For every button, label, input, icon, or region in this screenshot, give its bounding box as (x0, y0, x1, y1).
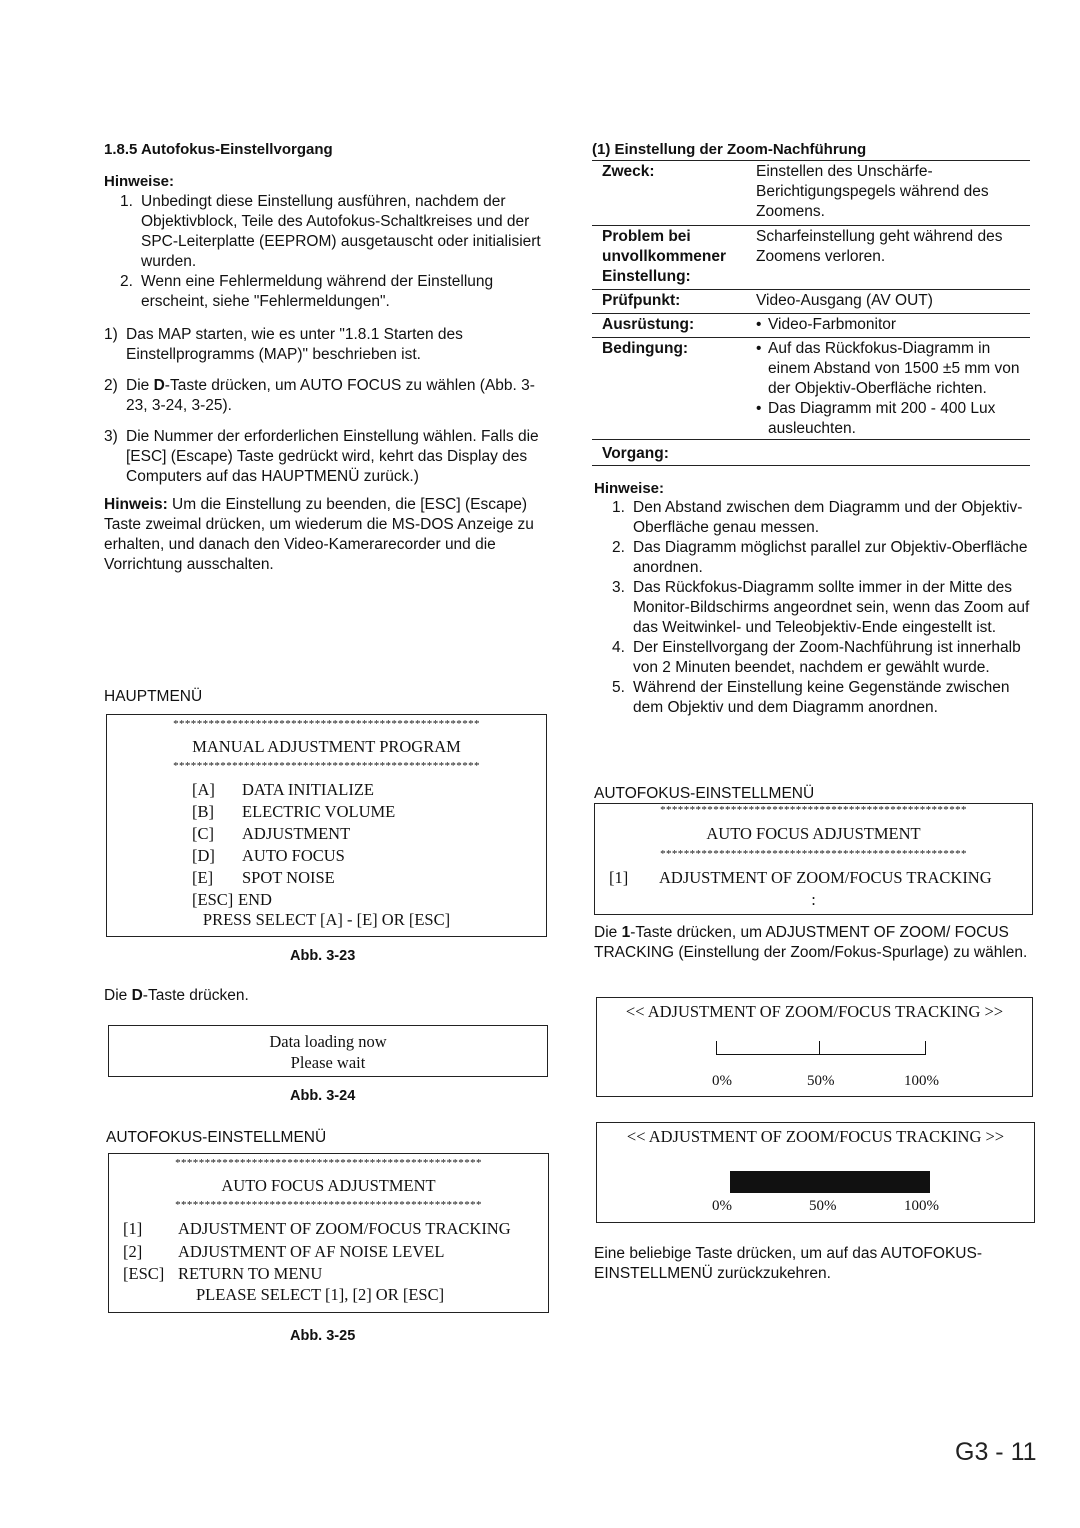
hinweis-note: Hinweis: Um die Einstellung zu beenden, die [ESC] (Escape) Taste zweimal drücken, um wiederum die MS-DOS Anzeige zu erhalten, und danach den Video-Kamerarecorder und die Vorrichtung ausschalten. (104, 496, 534, 573)
return-text: Eine beliebige Taste drücken, um auf das AUTOFOKUS-EINSTELLMENÜ zurückzukehren. (594, 1245, 982, 1282)
table-row: Prüfpunkt: Video-Ausgang (AV OUT) (592, 290, 1030, 314)
progress-title: << ADJUSTMENT OF ZOOM/FOCUS TRACKING >> (625, 1002, 1004, 1021)
left-column (104, 140, 544, 312)
scale-50: 50% (809, 1198, 837, 1214)
menu-item-e[interactable]: [E] SPOT NOISE (192, 868, 335, 887)
table-row: Zweck: Einstellen des Unschärfe-Berichtigungspegels während des Zoomens. (592, 162, 1030, 226)
page-number: G3 - 11 (955, 1438, 1037, 1466)
menu-items (192, 779, 395, 911)
figure-caption: Abb. 3-25 (290, 1328, 356, 1344)
scale-0: 0% (712, 1073, 732, 1089)
af-menu-items (123, 1218, 511, 1286)
af-menu-item-2[interactable]: [2] ADJUSTMENT OF AF NOISE LEVEL (123, 1241, 445, 1261)
right-af-menu-label: AUTOFOKUS-EINSTELLMENÜ (594, 785, 815, 802)
step-1: 1) Das MAP starten, wie es unter "1.8.1 Starten des Einstellprogramms (MAP)" beschrieben ist. (104, 326, 463, 363)
list-item: 3. Das Rückfokus-Diagramm sollte immer in der Mitte des Monitor-Bildschirms angeordnet sein, wenn das Zoom auf das Weitwinkel- und Teleobjektiv-Ende eingestellt ist. (612, 579, 1030, 636)
af-box-title: AUTO FOCUS ADJUSTMENT (706, 824, 921, 843)
menu-title: MANUAL ADJUSTMENT PROGRAM (192, 737, 461, 756)
menu-prompt: PRESS SELECT [A] - [E] OR [ESC] (202, 910, 451, 929)
progress-midtick (819, 1041, 820, 1055)
menu-item-d[interactable]: [D] AUTO FOCUS (192, 846, 345, 865)
list-item: 1. Unbedingt diese Einstellung ausführen, nachdem der Objektivblock, Teile des Autofokus-Schaltkreises und der SPC-Leiterplatte (EEPROM) ausgetauscht oder initialisiert wurden. (120, 193, 541, 270)
list-item: 2. Wenn eine Fehlermeldung während der Einstellung erscheint, siehe "Fehlermeldungen". (120, 273, 494, 310)
right-hinweise-title: Hinweise: (594, 480, 665, 497)
figure-caption: Abb. 3-23 (290, 948, 356, 964)
menu-item-c[interactable]: [C] ADJUSTMENT (192, 824, 351, 843)
af-box-item[interactable]: [1] ADJUSTMENT OF ZOOM/FOCUS TRACKING (609, 868, 992, 887)
af-menu-item-esc[interactable]: [ESC] RETURN TO MENU (123, 1264, 323, 1283)
press-1-text: Die 1-Taste drücken, um ADJUSTMENT OF ZOOM/ FOCUS TRACKING (Einstellung der Zoom/Fokus-Spurlage) zu wählen. (594, 924, 1028, 961)
stars-divider: **************************************************** (173, 718, 480, 730)
progress-track (716, 1041, 926, 1055)
scale-100: 100% (904, 1198, 939, 1214)
af-menu-label: AUTOFOKUS-EINSTELLMENÜ (106, 1129, 327, 1146)
list-item: 4. Der Einstellvorgang der Zoom-Nachführung ist innerhalb von 2 Minuten beendet, nachdem er gewählt wurde. (612, 639, 1021, 676)
af-menu-title: AUTO FOCUS ADJUSTMENT (221, 1176, 436, 1195)
af-box-colon: : (811, 890, 816, 909)
step-3: 3) Die Nummer der erforderlichen Einstellung wählen. Falls die [ESC] (Escape) Taste gedrückt wird, kehrt das Display des Computers auf das HAUPTMENÜ zurück.) (104, 428, 539, 485)
section-title: 1.8.5 Autofokus-Einstellvorgang (104, 141, 333, 158)
progress-box-initial (596, 997, 1033, 1097)
figure-caption: Abb. 3-24 (290, 1088, 356, 1104)
scale-100: 100% (904, 1073, 939, 1089)
hinweise-title: Hinweise: (104, 173, 175, 190)
af-menu-box (108, 1153, 549, 1313)
af-menu-item-1[interactable]: [1] ADJUSTMENT OF ZOOM/FOCUS TRACKING (123, 1219, 511, 1238)
af-menu-box-right (594, 803, 1033, 915)
progress-box-done (596, 1122, 1035, 1223)
table-top-rule (592, 160, 1030, 161)
stars-divider: **************************************************** (173, 760, 480, 772)
table-row: Ausrüstung: • Video-Farbmonitor (592, 314, 1030, 338)
right-section-title: (1) Einstellung der Zoom-Nachführung (592, 141, 867, 158)
loading-box (108, 1025, 548, 1077)
progress-fill (730, 1171, 930, 1193)
steps (104, 325, 544, 575)
table-row: Bedingung: • Auf das Rückfokus-Diagramm in einem Abstand von 1500 ±5 mm von der Objektiv-Oberfläche richten. • Das Diagramm mit 200 - 400 Lux ausleuchten. (592, 338, 1030, 440)
progress-track (730, 1171, 930, 1193)
table-row: Vorgang: (592, 440, 1030, 466)
scale-0: 0% (712, 1198, 732, 1214)
list-item: 2. Das Diagramm möglichst parallel zur Objektiv-Oberfläche anordnen. (612, 539, 1028, 576)
d-press-text: Die D-Taste drücken. (104, 987, 249, 1004)
stars-divider: **************************************************** (660, 848, 967, 860)
scale-50: 50% (807, 1073, 835, 1089)
hauptmenu-label: HAUPTMENÜ (104, 688, 203, 705)
loading-line2: Please wait (290, 1053, 366, 1072)
stars-divider: **************************************************** (660, 804, 967, 816)
af-menu-prompt: PLEASE SELECT [1], [2] OR [ESC] (196, 1285, 445, 1304)
list-item: 1. Den Abstand zwischen dem Diagramm und der Objektiv-Oberfläche genau messen. (612, 499, 1023, 536)
table-row: Problem bei unvollkommener Einstellung: Scharfeinstellung geht während des Zoomens verloren. (592, 226, 1030, 290)
menu-item-b[interactable]: [B] ELECTRIC VOLUME (192, 802, 396, 821)
stars-divider: **************************************************** (175, 1199, 482, 1211)
progress-title: << ADJUSTMENT OF ZOOM/FOCUS TRACKING >> (626, 1127, 1005, 1146)
main-menu-box (106, 714, 547, 937)
menu-item-a[interactable]: [A] DATA INITIALIZE (192, 780, 375, 799)
loading-line1: Data loading now (269, 1032, 387, 1051)
hinweise-list (104, 192, 544, 312)
menu-item-esc[interactable]: [ESC] END (192, 890, 272, 909)
stars-divider: **************************************************** (175, 1157, 482, 1169)
step-2: 2) Die D-Taste drücken, um AUTO FOCUS zu wählen (Abb. 3-23, 3-24, 3-25). (104, 377, 535, 414)
right-hinweise-list (612, 498, 1037, 718)
list-item: 5. Während der Einstellung keine Gegenstände zwischen dem Objektiv und dem Diagramm anordnen. (612, 679, 1010, 716)
